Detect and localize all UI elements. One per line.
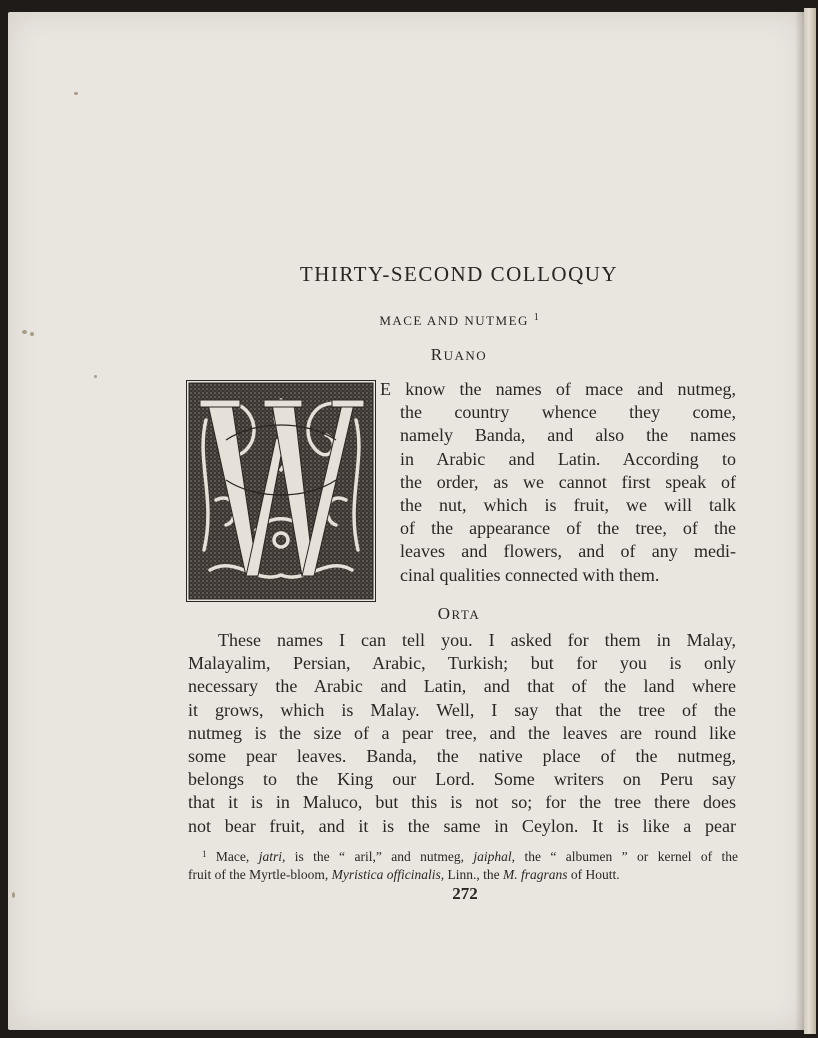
footnote: [188, 845, 738, 884]
speaker-initial: O: [437, 604, 452, 623]
footnote-text: Linn., the: [444, 867, 503, 882]
orta-paragraph: [188, 629, 736, 838]
text-line: the country whence they come,: [400, 402, 736, 423]
speaker-name: [0, 345, 818, 365]
footnote-text: of Houtt.: [567, 867, 620, 882]
footnote-italic: jaiphal,: [473, 849, 516, 864]
drop-cap-w: [186, 380, 376, 602]
footnote-marker: 1: [202, 849, 207, 859]
speaker-initial: R: [430, 345, 444, 364]
footnote-italic: M. fragrans: [502, 867, 568, 882]
paper-speck: [74, 92, 78, 95]
text-line: E know the names of mace and nutmeg,: [380, 379, 736, 399]
speaker-name: [0, 604, 818, 624]
speaker-rest: RTA: [451, 607, 481, 622]
text-line: that it is in Maluco, but this is not so; for the tree there does: [188, 792, 736, 813]
speaker-rest: UANO: [443, 348, 488, 363]
chapter-subtitle: [0, 312, 818, 329]
text-line: belongs to the King our Lord. Some writers on Peru say: [188, 769, 736, 790]
text-line: the order, as we cannot first speak of: [400, 471, 736, 492]
text-line: nutmeg is the size of a pear tree, and the leaves are round like: [188, 722, 736, 743]
paper-speck: [22, 330, 27, 334]
footnote-line: [188, 866, 738, 884]
ruano-paragraph: [380, 378, 736, 587]
text-line: namely Banda, and also the names: [400, 425, 736, 446]
footnote-text: is the “ aril,” and nutmeg,: [285, 849, 474, 864]
text-line: leaves and flowers, and of any medi-: [400, 541, 736, 562]
footnote-text: fruit of the Myrtle-bloom,: [188, 867, 332, 882]
text-line: in Arabic and Latin. According to: [400, 448, 736, 469]
footnote-reference: 1: [533, 312, 539, 323]
footnote-line: [188, 845, 738, 866]
text-line: necessary the Arabic and Latin, and that of the land where: [188, 676, 736, 697]
text-line: the nut, which is fruit, we will talk: [400, 495, 736, 516]
chapter-title: THIRTY-SECOND COLLOQUY: [299, 262, 619, 286]
text-line: These names I can tell you. I asked for them in Malay,: [218, 630, 736, 650]
text-line: it grows, which is Malay. Well, I say that the tree of the: [188, 699, 736, 720]
paper-speck: [30, 332, 34, 336]
footnote-italic: jatri,: [258, 849, 286, 864]
footnote-text: the “ albumen ” or kernel of the: [515, 849, 738, 864]
subtitle-text: MACE AND NUTMEG: [379, 313, 529, 328]
page-edge: [804, 8, 816, 1034]
text-line: some pear leaves. Banda, the native place of the nutmeg,: [188, 746, 736, 767]
text-line: Malayalim, Persian, Arabic, Turkish; but for you is only: [188, 653, 736, 674]
text-line: of the appearance of the tree, of the: [400, 518, 736, 539]
page-number: 272: [452, 884, 478, 903]
paper-speck: [94, 375, 97, 378]
text-line: cinal qualities connected with them.: [400, 564, 660, 585]
footnote-text: Mace,: [215, 849, 259, 864]
footnote-italic: Myristica officinalis,: [331, 867, 445, 882]
text-line: not bear fruit, and it is the same in Ceylon. It is like a pear: [188, 815, 736, 836]
